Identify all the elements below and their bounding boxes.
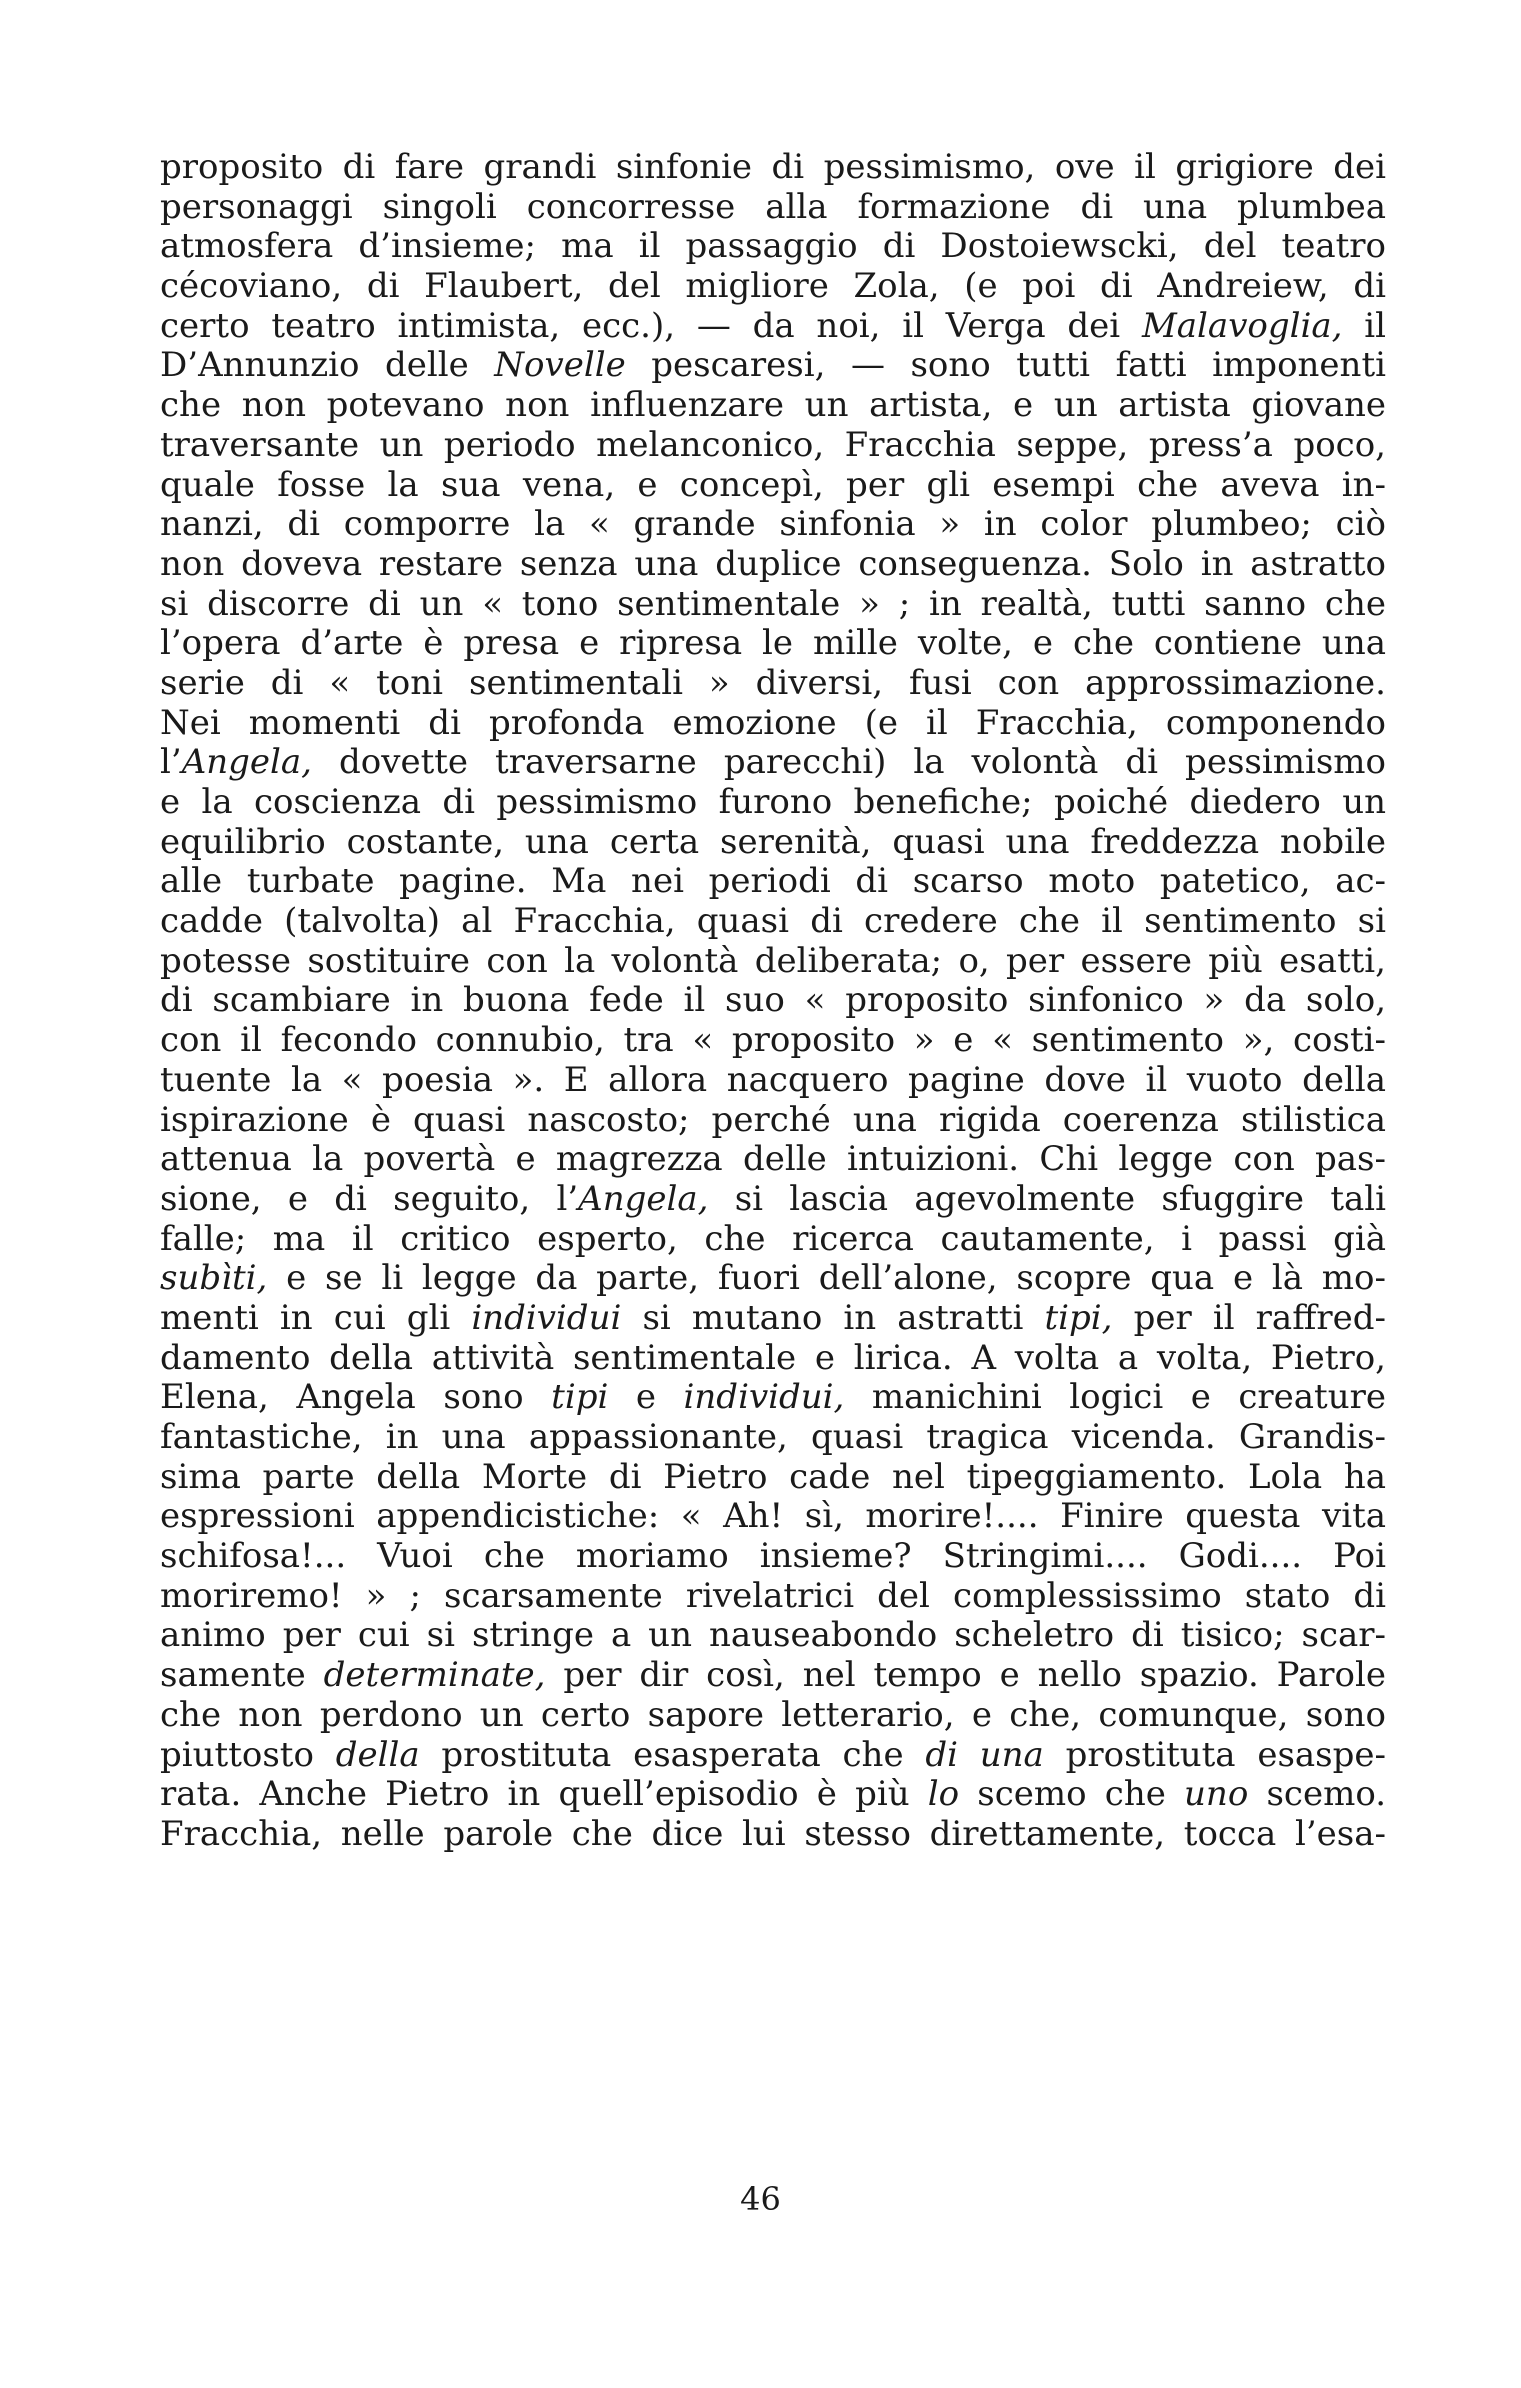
text-segment: prostituta esaspe- xyxy=(1043,1734,1386,1775)
text-segment: traversante un periodo melanconico, Fracchia seppe, press’a poco, xyxy=(160,424,1386,465)
text-segment: cécoviano, di Flaubert, del migliore Zola, (e poi di Andreiew, di xyxy=(160,266,1386,307)
text-segment: per il raffred- xyxy=(1112,1297,1386,1338)
text-segment: sione, e di seguito, l’ xyxy=(160,1178,579,1219)
text-line xyxy=(160,1656,1386,1696)
text-line xyxy=(160,1339,1386,1379)
text-segment: e se li legge da parte, fuori dell’alone, scopre qua e là mo- xyxy=(267,1258,1386,1299)
text-segment: alle turbate pagine. Ma nei periodi di scarso moto patetico, ac- xyxy=(160,861,1386,902)
italic-text: uno xyxy=(1184,1774,1249,1815)
text-line xyxy=(160,426,1386,466)
text-line xyxy=(160,1101,1386,1141)
text-segment: l’ xyxy=(160,742,182,783)
italic-text: individui xyxy=(471,1297,622,1338)
text-segment: certo teatro intimista, ecc.), — da noi, il Verga dei xyxy=(160,305,1142,346)
text-segment: per dir così, nel tempo e nello spazio. Parole xyxy=(545,1655,1386,1696)
text-segment: quale fosse la sua vena, e concepì, per gli esempi che aveva in- xyxy=(160,464,1386,505)
text-segment: l’opera d’arte è presa e ripresa le mille volte, e che contiene una xyxy=(160,623,1386,664)
text-line xyxy=(160,1021,1386,1061)
text-segment: nanzi, di comporre la « grande sinfonia » in color plumbeo; ciò xyxy=(160,504,1386,545)
text-line xyxy=(160,823,1386,863)
italic-text: subìti, xyxy=(160,1258,268,1299)
text-segment: di scambiare in buona fede il suo « proposito sinfonico » da solo, xyxy=(160,980,1386,1021)
text-segment: rata. Anche Pietro in quell’episodio è più xyxy=(160,1774,928,1815)
italic-text: individui, xyxy=(683,1377,845,1418)
text-line xyxy=(160,545,1386,585)
text-segment: con il fecondo connubio, tra « proposito » e « sentimento », costi- xyxy=(160,1020,1386,1061)
text-segment: personaggi singoli concorresse alla formazione di una plumbea xyxy=(160,186,1386,227)
text-segment: scemo. xyxy=(1248,1774,1386,1815)
text-segment: pescaresi, — sono tutti fatti imponenti xyxy=(625,345,1386,386)
text-segment: manichini logici e creature xyxy=(844,1377,1386,1418)
text-line xyxy=(160,902,1386,942)
text-segment: fantastiche, in una appassionante, quasi tragica vicenda. Grandis- xyxy=(160,1417,1386,1457)
italic-text: tipi, xyxy=(1044,1297,1113,1338)
text-line xyxy=(160,664,1386,704)
text-segment: menti in cui gli xyxy=(160,1297,472,1338)
text-line xyxy=(160,148,1386,188)
text-line xyxy=(160,1259,1386,1299)
text-segment: sima parte della Morte di Pietro cade nel tipeggiamento. Lola ha xyxy=(160,1456,1386,1497)
text-segment: Elena, Angela sono xyxy=(160,1377,552,1418)
italic-text: Novelle xyxy=(494,345,626,386)
text-segment: D’Annunzio delle xyxy=(160,345,495,386)
text-segment: equilibrio costante, una certa serenità, quasi una freddezza nobile xyxy=(160,821,1386,862)
text-segment: animo per cui si stringe a un nauseabondo scheletro di tisico; scar- xyxy=(160,1615,1386,1656)
text-line xyxy=(160,346,1386,386)
italic-text: lo xyxy=(927,1774,960,1815)
text-line xyxy=(160,1616,1386,1656)
text-segment: prostituta esasperata che xyxy=(419,1734,926,1775)
italic-text: Angela, xyxy=(578,1178,709,1219)
text-segment: si discorre di un « tono sentimentale » ; in realtà, tutti sanno che xyxy=(160,583,1386,624)
text-segment: potesse sostituire con la volontà deliberata; o, per essere più esatti, xyxy=(160,940,1386,981)
text-line xyxy=(160,704,1386,744)
text-line xyxy=(160,386,1386,426)
text-line xyxy=(160,1180,1386,1220)
text-line xyxy=(160,1775,1386,1815)
text-segment: falle; ma il critico esperto, che ricerca cautamente, i passi già xyxy=(160,1218,1386,1259)
italic-text: di una xyxy=(925,1734,1044,1775)
italic-text: Malavoglia, xyxy=(1141,305,1343,346)
text-segment: scemo che xyxy=(959,1774,1185,1815)
text-line xyxy=(160,307,1386,347)
text-line xyxy=(160,624,1386,664)
italic-text: della xyxy=(335,1734,420,1775)
text-line xyxy=(160,1061,1386,1101)
text-line xyxy=(160,1458,1386,1498)
text-line xyxy=(160,505,1386,545)
text-line xyxy=(160,1497,1386,1537)
text-line xyxy=(160,1418,1386,1458)
text-line xyxy=(160,1220,1386,1260)
italic-text: determinate, xyxy=(323,1655,546,1696)
text-segment: si mutano in astratti xyxy=(621,1297,1045,1338)
page-number: 46 xyxy=(740,2180,781,2218)
italic-text: Angela, xyxy=(181,742,312,783)
text-segment: che non perdono un certo sapore letterario, e che, comunque, sono xyxy=(160,1694,1386,1735)
text-line xyxy=(160,783,1386,823)
text-segment: proposito di fare grandi sinfonie di pessimismo, ove il grigiore dei xyxy=(160,147,1386,187)
text-segment: e xyxy=(608,1377,684,1418)
text-line xyxy=(160,466,1386,506)
text-segment: cadde (talvolta) al Fracchia, quasi di credere che il sentimento si xyxy=(160,901,1386,942)
text-line xyxy=(160,1577,1386,1617)
text-segment: ispirazione è quasi nascosto; perché una rigida coerenza stilistica xyxy=(160,1099,1386,1140)
text-line xyxy=(160,188,1386,228)
text-line xyxy=(160,585,1386,625)
text-segment: si lascia agevolmente sfuggire tali xyxy=(708,1178,1386,1219)
text-segment: e la coscienza di pessimismo furono benefiche; poiché diedero un xyxy=(160,782,1386,822)
text-segment: atmosfera d’insieme; ma il passaggio di Dostoiewscki, del teatro xyxy=(160,226,1386,267)
italic-text: tipi xyxy=(551,1377,609,1418)
text-segment: moriremo! » ; scarsamente rivelatrici del complessissimo stato di xyxy=(160,1575,1386,1616)
text-segment: che non potevano non influenzare un artista, e un artista giovane xyxy=(160,385,1386,426)
text-segment: Nei momenti di profonda emozione (e il Fracchia, componendo xyxy=(160,702,1386,743)
text-line xyxy=(160,1378,1386,1418)
text-line xyxy=(160,981,1386,1021)
text-segment: piuttosto xyxy=(160,1734,336,1775)
text-line xyxy=(160,227,1386,267)
body-text xyxy=(160,148,1386,1855)
text-segment: dovette traversarne parecchi) la volontà di pessimismo xyxy=(311,742,1386,783)
text-line xyxy=(160,1537,1386,1577)
text-segment: Fracchia, nelle parole che dice lui stesso direttamente, tocca l’esa- xyxy=(160,1813,1386,1854)
text-segment: samente xyxy=(160,1655,324,1696)
text-segment: il xyxy=(1342,305,1387,346)
text-line xyxy=(160,1736,1386,1776)
text-line xyxy=(160,1299,1386,1339)
text-segment: schifosa!... Vuoi che moriamo insieme? Stringimi.... Godi.... Poi xyxy=(160,1536,1386,1577)
text-line xyxy=(160,1696,1386,1736)
text-segment: non doveva restare senza una duplice conseguenza. Solo in astratto xyxy=(160,543,1386,584)
text-segment: damento della attività sentimentale e lirica. A volta a volta, Pietro, xyxy=(160,1337,1386,1378)
text-segment: espressioni appendicistiche: « Ah! sì, morire!.... Finire questa vita xyxy=(160,1496,1386,1537)
text-segment: attenua la povertà e magrezza delle intuizioni. Chi legge con pas- xyxy=(160,1139,1386,1180)
text-line xyxy=(160,267,1386,307)
text-line xyxy=(160,862,1386,902)
text-line xyxy=(160,1140,1386,1180)
text-segment: tuente la « poesia ». E allora nacquero pagine dove il vuoto della xyxy=(160,1059,1386,1100)
text-line xyxy=(160,743,1386,783)
text-segment: serie di « toni sentimentali » diversi, fusi con approssimazione. xyxy=(160,662,1386,703)
text-line xyxy=(160,1815,1386,1855)
text-line xyxy=(160,942,1386,982)
